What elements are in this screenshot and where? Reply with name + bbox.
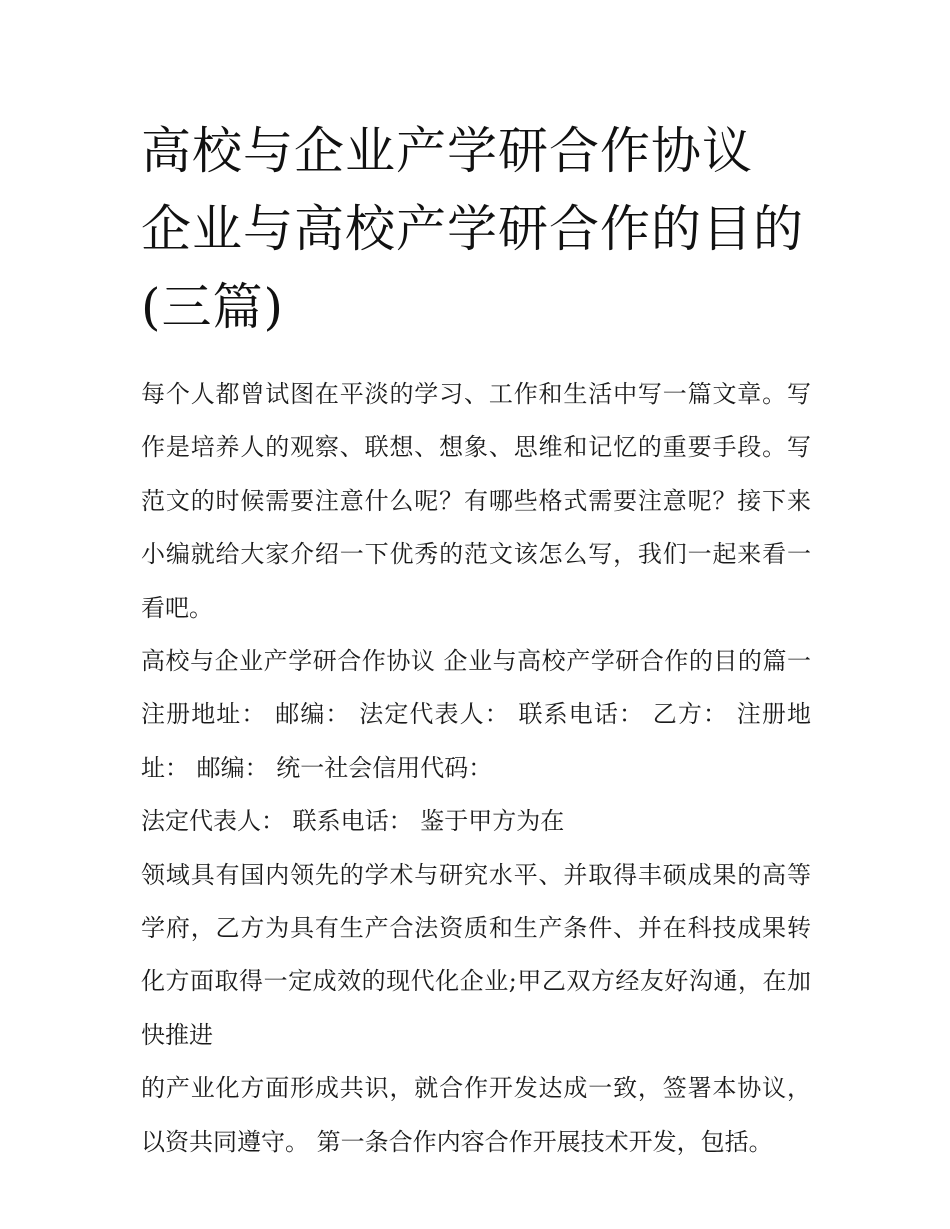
representative-paragraph: 法定代表人： 联系电话： 鉴于甲方为在: [141, 807, 565, 836]
consensus-paragraph: 的产业化方面形成共识，就合作开发达成一致，签署本协议，以资共同遵守。 第一条合作内容合作开展技术开发，包括。: [141, 1074, 811, 1156]
document-page: [141, 112, 811, 1169]
document-body: [141, 368, 811, 1169]
agreement-heading-paragraph: 高校与企业产学研合作协议 企业与高校产学研合作的目的篇一 注册地址： 邮编： 法定代表人： 联系电话： 乙方： 注册地址： 邮编： 统一社会信用代码：: [141, 647, 811, 782]
parties-description-paragraph: 领域具有国内领先的学术与研究水平、并取得丰硕成果的高等学府，乙方为具有生产合法资质和生产条件、并在科技成果转化方面取得一定成效的现代化企业;甲乙双方经友好沟通，在加快推进: [141, 860, 811, 1049]
intro-paragraph: 每个人都曾试图在平淡的学习、工作和生活中写一篇文章。写作是培养人的观察、联想、想象、思维和记忆的重要手段。写范文的时候需要注意什么呢？有哪些格式需要注意呢？接下来小编就给大家介绍一下优秀的范文该怎么写，我们一起来看一看吧。: [141, 380, 811, 622]
document-title: 高校与企业产学研合作协议 企业与高校产学研合作的目的(三篇): [141, 122, 804, 336]
